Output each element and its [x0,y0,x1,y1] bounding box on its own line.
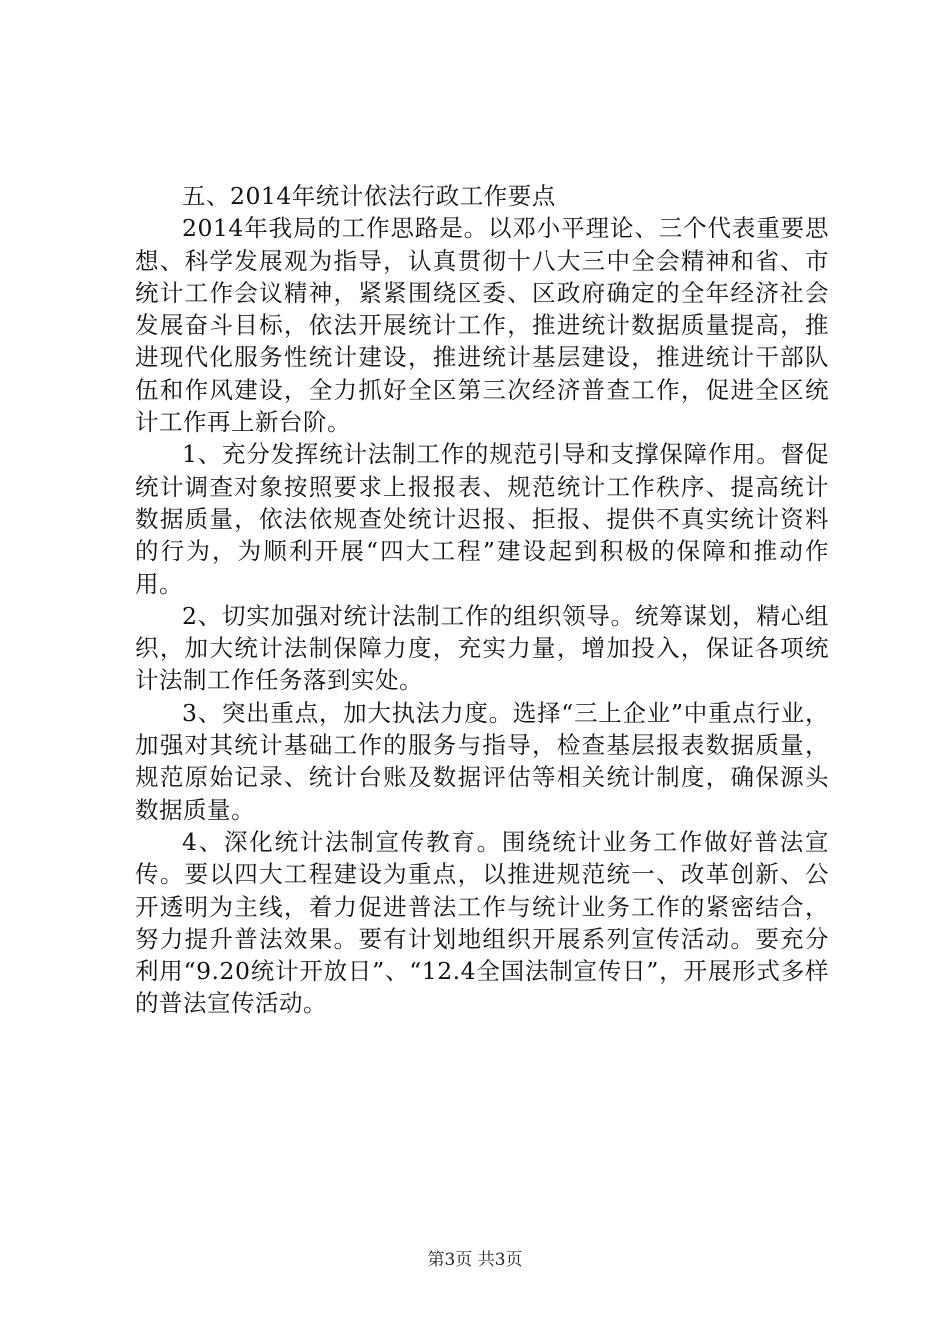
paragraph-intro: 2014年我局的工作思路是。以邓小平理论、三个代表重要思想、科学发展观为指导，认真贯彻十八大三中全会精神和省、市统计工作会议精神，紧紧围绕区委、区政府确定的全年经济社会发展奋斗目标，依法开展统计工作，推进统计数据质量提高，推进现代化服务性统计建设，推进统计基层建设，推进统计干部队伍和作风建设，全力抓好全区第三次经济普查工作，促进全区统计工作再上新台阶。 [135,214,829,437]
paragraph-item-3: 3、突出重点，加大执法力度。选择“三上企业”中重点行业，加强对其统计基础工作的服务与指导，检查基层报表数据质量，规范原始记录、统计台账及数据评估等相关统计制度，确保源头数据质量。 [135,698,829,824]
page-number-footer: 第3页 共3页 [427,1250,523,1270]
paragraph-item-1: 1、充分发挥统计法制工作的规范引导和支撑保障作用。督促统计调查对象按照要求上报报表、规范统计工作秩序、提高统计数据质量，依法依规查处统计迟报、拒报、提供不真实统计资料的行为，为顺利开展“四大工程”建设起到积极的保障和推动作用。 [135,440,829,598]
paragraph-item-2: 2、切实加强对统计法制工作的组织领导。统筹谋划，精心组织，加大统计法制保障力度，充实力量，增加投入，保证各项统计法制工作任务落到实处。 [135,601,829,695]
section-heading: 五、2014年统计依法行政工作要点 [182,182,556,210]
document-body [135,180,829,1020]
paragraph-item-4: 4、深化统计法制宣传教育。围绕统计业务工作做好普法宣传。要以四大工程建设为重点，以推进规范统一、改革创新、公开透明为主线，着力促进普法工作与统计业务工作的紧密结合，努力提升普法效果。要有计划地组织开展系列宣传活动。要充分利用“9.20统计开放日”、“12.4全国法制宣传日”，开展形式多样的普法宣传活动。 [135,827,829,1018]
